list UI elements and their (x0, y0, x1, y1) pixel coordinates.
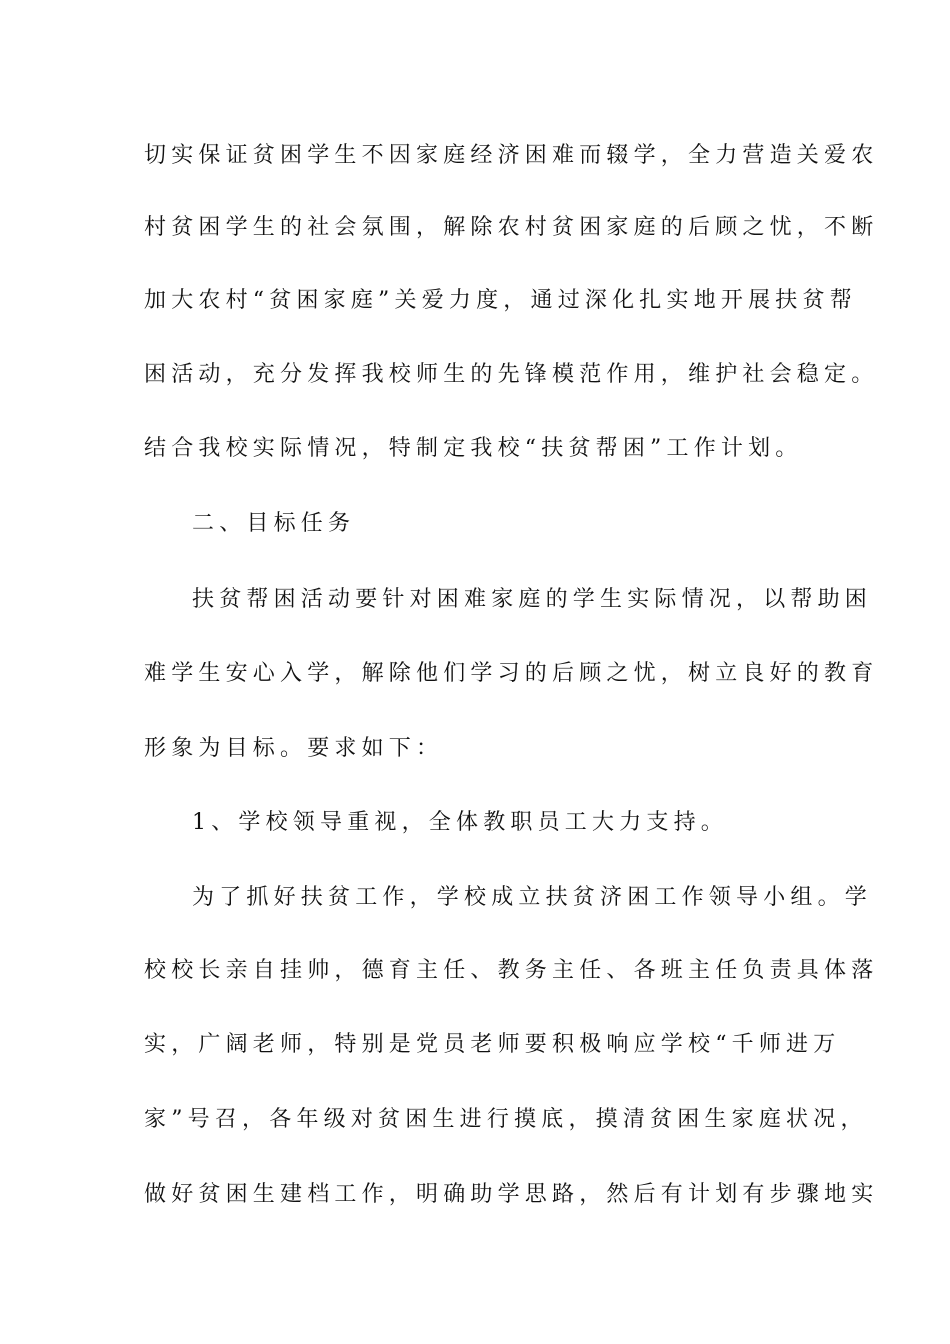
paragraph-line: 实，广阔老师，特别是党员老师要积极响应学校“千师进万 (144, 1032, 841, 1057)
paragraph-line: 为了抓好扶贫工作，学校成立扶贫济困工作领导小组。学 (192, 885, 873, 910)
paragraph-line: 校校长亲自挂帅，德育主任、教务主任、各班主任负责具体落 (144, 958, 879, 983)
paragraph-line: 切实保证贫困学生不因家庭经济困难而辍学，全力营造关爱农 (144, 143, 879, 168)
paragraph-line: 结合我校实际情况，特制定我校“扶贫帮困”工作计划。 (144, 436, 803, 461)
section-heading: 二、目标任务 (192, 511, 356, 536)
paragraph-line: 扶贫帮困活动要针对困难家庭的学生实际情况，以帮助困 (192, 587, 873, 612)
paragraph-line: 做好贫困生建档工作，明确助学思路，然后有计划有步骤地实 (144, 1182, 879, 1207)
paragraph-line: 加大农村“贫困家庭”关爱力度，通过深化扎实地开展扶贫帮 (144, 288, 857, 313)
paragraph-line: 难学生安心入学，解除他们学习的后顾之忧，树立良好的教育 (144, 661, 879, 686)
paragraph-line: 困活动，充分发挥我校师生的先锋模范作用，维护社会稳定。 (144, 362, 879, 387)
list-item-heading: 1、学校领导重视，全体教职员工大力支持。 (192, 810, 728, 835)
paragraph-line: 形象为目标。要求如下： (144, 736, 444, 761)
paragraph-line: 村贫困学生的社会氛围，解除农村贫困家庭的后顾之忧，不断 (144, 215, 879, 240)
paragraph-line: 家”号召，各年级对贫困生进行摸底，摸清贫困生家庭状况， (144, 1107, 868, 1132)
